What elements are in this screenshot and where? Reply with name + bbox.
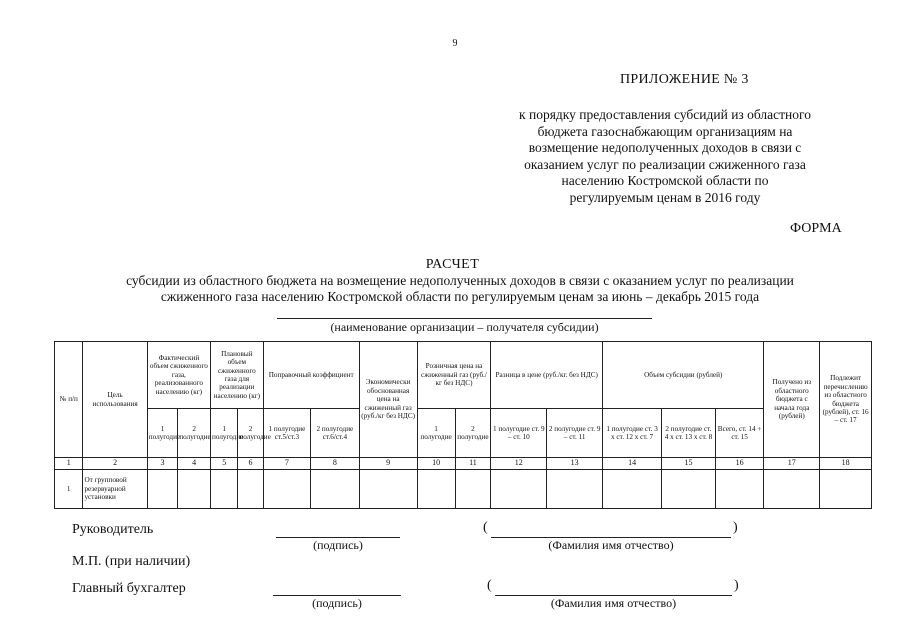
table-cell[interactable]	[311, 470, 360, 509]
column-number: 8	[311, 458, 360, 470]
header-retail-price: Розничная цена на сжиженный газ (руб./кг без НДС)	[417, 342, 491, 409]
accountant-paren-open: (	[487, 578, 492, 593]
appendix-line: возмещение недополученных доходов в связи с	[528, 140, 802, 155]
calculation-title: РАСЧЕТ	[425, 257, 480, 272]
subheader-subsidy-total: Всего, ст. 14 + ст. 15	[715, 409, 764, 458]
page-number: 9	[452, 38, 458, 49]
subheader-coef-h2: 2 полугодие ст.6/ст.4	[311, 409, 360, 458]
subheader-diff-h2: 2 полугодие ст. 9 – ст. 11	[547, 409, 603, 458]
column-number: 18	[820, 458, 872, 470]
header-correction-coefficient: Поправочный коэффициент	[263, 342, 359, 409]
header-economic-price: Экономически обоснованная цена на сжиженный газ (руб./кг без НДС)	[359, 342, 417, 458]
subheader-plan-h1: 1 полугодие	[211, 409, 238, 458]
header-purpose: Цель использования	[83, 342, 147, 458]
column-number: 1	[55, 458, 83, 470]
table-cell[interactable]	[603, 470, 662, 509]
organization-name-line[interactable]	[277, 318, 652, 319]
appendix-line: населению Костромской области по	[561, 173, 769, 188]
table-cell[interactable]	[359, 470, 417, 509]
calculation-subtitle-line: субсидии из областного бюджета на возмещение недополученных доходов в связи с оказанием услуг по реализации	[126, 273, 794, 288]
subheader-actual-h2: 2 полугодие	[178, 409, 211, 458]
column-number: 6	[238, 458, 263, 470]
row-purpose: От групповой резервуарной установки	[83, 470, 147, 509]
accountant-paren-close: )	[734, 578, 739, 593]
subheader-retail-h1: 1 полугодие	[417, 409, 455, 458]
column-number: 3	[147, 458, 178, 470]
column-number: 7	[263, 458, 310, 470]
column-number: 4	[178, 458, 211, 470]
accountant-name-caption: (Фамилия имя отчество)	[550, 596, 677, 610]
table-row	[55, 470, 872, 509]
accountant-label: Главный бухгалтер	[72, 581, 186, 596]
table-cell[interactable]	[547, 470, 603, 509]
table-cell[interactable]	[238, 470, 263, 509]
column-number: 10	[417, 458, 455, 470]
column-number: 9	[359, 458, 417, 470]
column-number: 5	[211, 458, 238, 470]
table-cell[interactable]	[263, 470, 310, 509]
header-num: № п/п	[55, 342, 83, 458]
header-price-difference: Разница в цене (руб./кг. без НДС)	[491, 342, 603, 409]
subheader-subsidy-h2: 2 полугодие ст. 4 x ст. 13 x ст. 8	[662, 409, 716, 458]
row-number: 1	[55, 470, 83, 509]
column-number: 13	[547, 458, 603, 470]
calculation-subtitle	[60, 273, 860, 305]
header-planned-volume: Плановый объем сжиженного газа для реализации населению (кг)	[211, 342, 264, 409]
stamp-label: М.П. (при наличии)	[72, 554, 191, 569]
subheader-actual-h1: 1 полугодие	[147, 409, 178, 458]
head-signature-caption: (подпись)	[313, 538, 363, 552]
column-number: 2	[83, 458, 147, 470]
column-number: 11	[455, 458, 491, 470]
column-number: 16	[715, 458, 764, 470]
table-cell[interactable]	[147, 470, 178, 509]
accountant-signature-caption: (подпись)	[312, 596, 362, 610]
organization-caption: (наименование организации – получателя субсидии)	[330, 320, 599, 334]
header-received: Получено из областного бюджета с начала года (рублей)	[764, 342, 820, 458]
table-cell[interactable]	[764, 470, 820, 509]
appendix-line: к порядку предоставления субсидий из областного	[519, 107, 811, 122]
subheader-diff-h1: 1 полугодие ст. 9 – ст. 10	[491, 409, 547, 458]
appendix-line: регулируемым ценам в 2016 году	[569, 189, 761, 205]
table-cell[interactable]	[715, 470, 764, 509]
form-label: ФОРМА	[790, 221, 842, 236]
subheader-plan-h2: 2 полугодие	[238, 409, 263, 458]
column-number: 15	[662, 458, 716, 470]
appendix-description	[500, 107, 830, 206]
subheader-subsidy-h1: 1 полугодие ст. 3 x ст. 12 x ст. 7	[603, 409, 662, 458]
table-cell[interactable]	[417, 470, 455, 509]
subheader-retail-h2: 2 полугодие	[455, 409, 491, 458]
column-number: 17	[764, 458, 820, 470]
table-cell[interactable]	[455, 470, 491, 509]
header-subsidy-volume: Объем субсидии (рублей)	[603, 342, 764, 409]
appendix-line: оказанием услуг по реализации сжиженного газа	[524, 156, 806, 172]
subheader-coef-h1: 1 полугодие ст.5/ст.3	[263, 409, 310, 458]
table-cell[interactable]	[211, 470, 238, 509]
head-paren-open: (	[483, 520, 488, 535]
table-cell[interactable]	[178, 470, 211, 509]
table-cell[interactable]	[491, 470, 547, 509]
header-actual-volume: Фактический объем сжиженного газа, реализованного населению (кг)	[147, 342, 210, 409]
header-to-transfer: Подлежит перечислению из областного бюджета (рублей), ст. 16 – ст. 17	[820, 342, 872, 458]
head-label: Руководитель	[72, 522, 154, 537]
head-paren-close: )	[733, 520, 738, 535]
calculation-subtitle-line: сжиженного газа населению Костромской области по регулируемым ценам за июнь – декабрь 2015 года	[160, 289, 760, 304]
head-name-caption: (Фамилия имя отчество)	[548, 538, 674, 552]
table-cell[interactable]	[820, 470, 872, 509]
subsidy-table	[54, 341, 872, 509]
appendix-line: бюджета газоснабжающим организациям на	[537, 123, 793, 139]
table-cell[interactable]	[662, 470, 716, 509]
column-number: 12	[491, 458, 547, 470]
column-number: 14	[603, 458, 662, 470]
appendix-title: ПРИЛОЖЕНИЕ № 3	[620, 72, 749, 87]
